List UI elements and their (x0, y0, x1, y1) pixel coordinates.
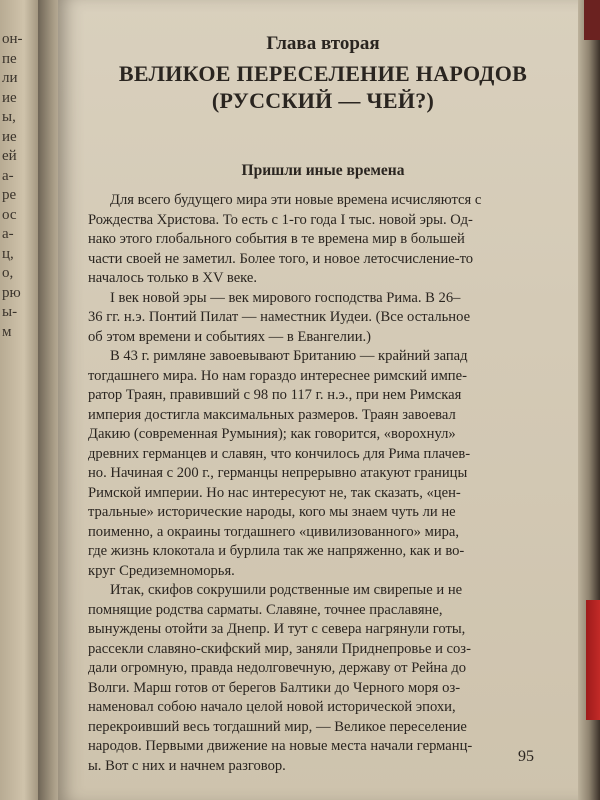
text-line: Римской империи. Но нас интересуют не, так сказать, «цен- (88, 484, 461, 501)
text-line: I век новой эры — век мирового господства Рима. В 26– (110, 289, 461, 306)
paragraph (88, 191, 558, 289)
left-page-fragment: ы- (2, 304, 18, 320)
left-page-fragment: ей (2, 148, 17, 164)
chapter-title-line: (РУССКИЙ — ЧЕЙ?) (211, 88, 435, 113)
left-page-fragment: ие (2, 128, 17, 145)
left-page-fragment: а- (2, 167, 14, 184)
text-line: Итак, скифов сокрушили родственные им свирепые и не (110, 582, 463, 598)
text-line: вынуждены отойти за Днепр. И тут с севера нагрянули готы, (88, 621, 466, 637)
text-line: Волги. Марш готов от берегов Балтики до Черного моря оз- (88, 679, 461, 696)
text-line: круг Средиземноморья. (88, 562, 235, 579)
text-line: В 43 г. римляне завоевывают Британию — крайний запад (110, 348, 468, 364)
text-line: но. Начиная с 200 г., германцы непрерывно атакуют границы (88, 465, 468, 481)
chapter-title-line: ВЕЛИКОЕ ПЕРЕСЕЛЕНИЕ НАРОДОВ (118, 61, 528, 86)
left-page-fragment: ц, (2, 245, 14, 262)
left-page-fragment: ос (2, 206, 17, 223)
text-line: перекроивший весь тогдашний мир, — Великое переселение (88, 718, 467, 735)
text-line: помнящие родства сарматы. Славяне, точнее праславяне, (88, 601, 443, 618)
text-line: Для всего будущего мира эти новые времена исчисляются с (110, 192, 482, 208)
left-page-fragment: он- (2, 31, 23, 47)
left-page-fragment: пе (2, 50, 17, 67)
paragraph (88, 289, 558, 348)
left-page-fragment: ре (2, 187, 17, 203)
text-line: нако этого глобального события в те времена мир в большей (88, 231, 465, 247)
paragraph (88, 581, 558, 776)
left-page-fragment: ие (2, 89, 17, 106)
left-page-fragment: рю (2, 284, 21, 301)
text-line: рассекли славяно-скифский мир, заняли Приднепровье и соз- (88, 640, 471, 657)
text-line: дали огромную, правда недолговечную, державу от Рейна до (88, 660, 467, 676)
bookmark-ribbon (586, 600, 600, 720)
page-number: 95 (518, 748, 534, 765)
text-line: об этом времени и событиях — в Евангелии.) (88, 328, 372, 345)
cover-edge (584, 0, 600, 40)
left-page-fragment: а- (2, 226, 14, 242)
page-content (88, 32, 558, 776)
text-line: ы. Вот с них и начнем разговор. (88, 757, 286, 774)
text-line: 36 гг. н.э. Понтий Пилат — наместник Иудеи. (Все остальное (88, 309, 471, 325)
book-page (58, 0, 580, 800)
left-page-fragment: ы, (2, 109, 16, 125)
left-page-fragment: ли (2, 70, 18, 86)
text-line: Дакию (современная Румыния); как говорится, «ворохнул» (88, 426, 456, 442)
text-line: тральные» исторические народы, кого мы знаем чуть ли не (88, 504, 456, 520)
chapter-label: Глава вторая (266, 33, 380, 54)
text-line: поименно, а окраины тогдашнего «цивилизованного» мира, (88, 523, 460, 540)
text-line: Рождества Христова. То есть с 1-го года I тыс. новой эры. Од- (88, 211, 473, 228)
left-page-fragment: м (2, 323, 12, 340)
text-line: древних германцев и славян, что кончилось для Рима плачев- (88, 445, 471, 462)
text-line: началось только в XV веке. (88, 270, 258, 286)
text-line: части своей не заметил. Более того, и новое летосчисление-то (88, 250, 474, 267)
left-page-text (0, 30, 23, 342)
text-line: ратор Траян, правивший с 98 по 117 г. н.э., при нем Римская (88, 387, 462, 403)
left-page-edge (0, 0, 40, 800)
text-line: тогдашнего мира. Но нам гораздо интереснее римский импе- (88, 367, 467, 384)
body-text (88, 191, 558, 776)
paragraph (88, 347, 558, 581)
text-line: где жизнь клокотала и бурлила так же напряженно, как и во- (88, 543, 465, 559)
text-line: империя достигла максимальных размеров. Траян завоевал (88, 406, 456, 423)
text-line: наменовал собою начало целой новой исторической эпохи, (88, 699, 456, 715)
left-page-fragment: о, (2, 265, 14, 281)
text-line: народов. Первыми движение на новые места начали германц- (88, 738, 473, 754)
chapter-title (88, 60, 558, 114)
section-heading: Пришли иные времена (241, 162, 405, 179)
